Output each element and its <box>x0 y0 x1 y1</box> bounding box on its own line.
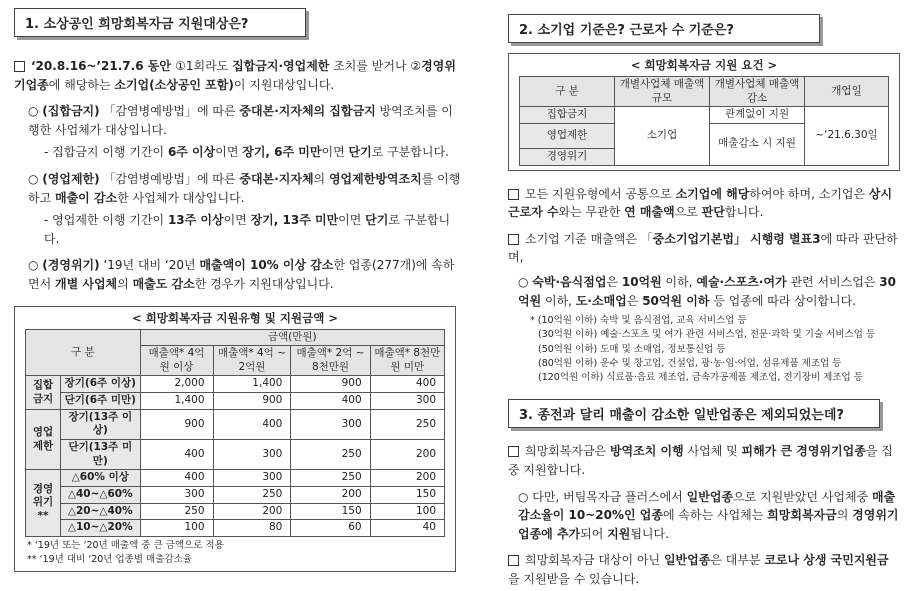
amount-cell: 300 <box>213 440 291 470</box>
text: 이하, <box>541 293 576 308</box>
amount-cell: 200 <box>213 503 291 520</box>
amount-cell: 200 <box>370 470 444 487</box>
req-header: 개별사업체 매출액 감소 <box>710 77 805 107</box>
row-label: 단기(13주 미만) <box>61 440 141 470</box>
row-label: △60% 이상 <box>61 470 141 487</box>
bold: 예술·스포츠·여가 <box>696 274 787 289</box>
text: 등 업종에 따라 상이합니다. <box>709 293 857 308</box>
restriction-sub-paragraph: - 영업제한 이행 기간이 13주 이상이면 장기, 13주 미만이면 단기로 구분합니다. <box>44 213 451 246</box>
bold: 경영위기업종에 추가 <box>518 508 899 541</box>
amount-cell: 250 <box>213 486 291 503</box>
bold: 개별 사업체 <box>55 276 118 291</box>
text: 이면 <box>338 213 366 228</box>
amount-cell: 300 <box>370 393 444 410</box>
col-header: 매출액* 8천만원 미만 <box>370 346 444 376</box>
row-label: 단기(6주 미만) <box>61 393 141 410</box>
text: 한 경우가 지원대상입니다. <box>194 276 334 291</box>
bold: 상시근로자 수 <box>508 186 893 220</box>
text: 이면 <box>215 145 243 160</box>
focus-paragraph <box>508 442 900 479</box>
right-column <box>508 0 900 589</box>
bold: 30억원 <box>518 274 896 308</box>
req-open-date-cell: ~‘21.6.30일 <box>805 107 889 165</box>
bold: 일반업종 <box>686 489 734 504</box>
group-label: 경영위기** <box>26 470 61 537</box>
general-industry-paragraph <box>508 551 900 588</box>
bold: 매출액이 10% 이상 감소 <box>199 258 334 273</box>
amount-cell: 900 <box>291 376 370 393</box>
bold: 단기 <box>348 145 372 160</box>
text: 됩니다. <box>630 526 669 541</box>
closure-bold: 중대본·지자체의 집합금지 <box>239 104 376 119</box>
text: 되어 <box>580 526 608 541</box>
support-amount-box <box>14 306 456 573</box>
square-bullet-icon <box>508 446 519 457</box>
col-header: 매출액* 4억원 이상 <box>140 346 213 376</box>
table-note-2: ** ‘19년 대비 ‘20년 업종별 매출감소율 <box>27 554 192 566</box>
text: 의 <box>117 276 133 291</box>
bold: 중소기업기본법」 시행령 별표3 <box>652 231 821 246</box>
intro-bold: 소기업(소상공인 포함) <box>114 77 234 92</box>
bold: 단기 <box>365 213 389 228</box>
amount-cell: 400 <box>140 470 213 487</box>
closure-sub-paragraph: - 집합금지 이행 기간이 6주 이상이면 장기, 6주 미만이면 단기로 구분합니다. <box>44 145 449 160</box>
req-row-label: 집합금지 <box>520 107 615 124</box>
text: 희망회복자금 대상이 아닌 <box>525 553 664 568</box>
industry-note: * (10억원 이하) 숙박 및 음식점업, 교육 서비스업 등 <box>530 315 747 327</box>
bold: 13주 이상 <box>167 213 224 228</box>
amount-cell: 200 <box>291 486 370 503</box>
amount-cell: 200 <box>370 440 444 470</box>
amount-cell: 300 <box>140 486 213 503</box>
closure-text: 「감염병예방법」에 따른 <box>99 104 240 119</box>
req-row-label: 영업제한 <box>520 123 615 148</box>
req-size-cell: 소기업 <box>615 107 710 165</box>
text: 로 구분합니다. <box>371 145 449 160</box>
row-label: 장기(6주 이상) <box>61 376 141 393</box>
intro-text: ①1회라도 <box>175 59 233 73</box>
text: 은 <box>606 274 622 289</box>
req-header: 개별사업체 매출액 규모 <box>615 77 710 107</box>
amount-cell: 2,000 <box>140 376 213 393</box>
row-label: △10~△20% <box>61 520 141 537</box>
req-row-label: 경영위기 <box>520 148 615 165</box>
section1-title: 1. 소상공인 희망회복자금 지원대상은? <box>14 8 306 37</box>
amount-cell: 250 <box>291 440 370 470</box>
bold: 희망회복자금 <box>767 508 837 523</box>
req-header: 구 분 <box>520 77 615 107</box>
restriction-head: (영업제한) <box>42 171 100 186</box>
text: 「감염병예방법」에 따른 <box>99 171 240 186</box>
bold: 코로나 상생 국민지원금 <box>764 553 889 568</box>
amount-cell: 1,400 <box>213 376 291 393</box>
industry-note: (30억원 이하) 예술·스포츠 및 여가 관련 서비스업, 전문·과학 및 기술 서비스업 등 <box>538 329 876 341</box>
text: 으로 <box>674 205 702 220</box>
text: 영업제한 이행 기간이 <box>52 213 168 228</box>
crisis-head: (경영위기) <box>42 258 100 273</box>
industry-note: (50억원 이하) 도매 및 소매업, 정보통신업 등 <box>538 343 726 355</box>
industry-limits-paragraph: ○ 숙박·음식점업은 10억원 이하, 예술·스포츠·여가 관련 서비스업은 30억원 이하, 도·소매업은 50억원 이하 등 업종에 따라 상이합니다. <box>518 274 896 308</box>
text: 합니다. <box>724 205 764 220</box>
requirements-caption: < 희망회복자금 지원 요건 > <box>630 58 778 72</box>
text: 한 사업체가 대상입니다. <box>117 190 245 205</box>
text: 의 <box>836 508 853 523</box>
table-row <box>26 409 445 439</box>
support-amount-table <box>25 329 445 537</box>
restriction-paragraph: ○ (영업제한) 「감염병예방법」에 따른 중대본·지자체의 영업제한방역조치를 이행하고 매출이 감소한 사업체가 대상입니다. <box>28 171 461 205</box>
bold: 도·소매업 <box>575 293 627 308</box>
text: 집합금지 이행 기간이 <box>52 145 168 160</box>
text: 다만, 버팀목자금 플러스에서 <box>532 489 687 504</box>
req-header: 개업일 <box>805 77 889 107</box>
crisis-paragraph: ○ (경영위기) ‘19년 대비 ‘20년 매출액이 10% 이상 감소한 업종(277개)에 속하면서 개별 사업체의 매출도 감소한 경우가 지원대상입니다. <box>28 258 455 291</box>
bold: 6주 이상 <box>167 145 216 160</box>
intro-bold: 경영위기업종 <box>14 59 456 92</box>
text: 에 따라 판단하며, <box>508 231 898 265</box>
row-label: 장기(13주 이상) <box>61 409 141 439</box>
bold: 중대본·지자체 <box>239 171 314 186</box>
type-header: 구 분 <box>26 329 141 376</box>
amount-cell: 150 <box>370 486 444 503</box>
text: ‘19년 대비 ‘20년 <box>99 258 200 273</box>
amount-cell: 100 <box>140 520 213 537</box>
text: 은 대부분 <box>710 553 765 568</box>
text: 소기업 기준 매출액은 「 <box>525 231 653 246</box>
group-label: 집합금지 <box>26 376 61 409</box>
text: 은 <box>626 293 643 308</box>
small-business-paragraph <box>508 185 900 222</box>
amount-cell: 900 <box>213 393 291 410</box>
text: 와는 무관한 <box>558 205 625 220</box>
amount-cell: 400 <box>213 409 291 439</box>
requirements-box <box>508 53 900 171</box>
text: 모든 지원유형에서 공통으로 <box>525 186 676 201</box>
amount-cell: 250 <box>370 409 444 439</box>
amount-cell: 250 <box>140 503 213 520</box>
bold: 방역조치 이행 <box>609 444 684 459</box>
bold: 숙박·음식점업 <box>532 274 607 289</box>
amount-cell: 300 <box>213 470 291 487</box>
text: 를 이행하고 <box>28 171 461 205</box>
row-label: △40~△60% <box>61 486 141 503</box>
square-bullet-icon <box>508 189 519 200</box>
amount-cell: 40 <box>370 520 444 537</box>
bold: 매출도 감소 <box>132 276 195 291</box>
square-bullet-icon <box>508 234 519 245</box>
bold: 판단 <box>701 205 725 220</box>
amount-header: 금액(만원) <box>140 329 444 346</box>
amount-cell: 80 <box>213 520 291 537</box>
table-note-1: * ‘19년 또는 ‘20년 매출액 중 큰 금액으로 적용 <box>27 539 224 551</box>
intro-paragraph <box>14 57 464 94</box>
intro-text: 이 지원대상입니다. <box>233 77 335 92</box>
text: 이하, <box>661 274 697 289</box>
text: 한 업종(277개)에 속하면서 <box>28 258 455 291</box>
amount-cell: 900 <box>140 409 213 439</box>
col-header: 매출액* 2억 ~ 8천만원 <box>291 346 370 376</box>
support-table-caption: < 희망회복자금 지원유형 및 지원금액 > <box>132 310 338 325</box>
req-decline-cell: 매출감소 시 지원 <box>710 123 805 165</box>
amount-cell: 400 <box>140 440 213 470</box>
text: 이면 <box>223 213 251 228</box>
amount-cell: 400 <box>291 393 370 410</box>
req-decline-cell: 관계없이 지원 <box>710 107 805 124</box>
bold: 매출감소율이 10~20%인 업종 <box>518 489 896 523</box>
amount-cell: 60 <box>291 520 370 537</box>
text: 의 <box>313 171 329 186</box>
industry-note: (80억원 이하) 운수 및 창고업, 건설업, 광·농·임·어업, 섬유제품 제조업 등 <box>538 357 842 369</box>
closure-text: 방역조치를 이행한 사업체가 대상입니다. <box>28 104 453 137</box>
amount-cell: 400 <box>370 376 444 393</box>
table-row <box>26 393 445 410</box>
group-label: 영업제한 <box>26 409 61 470</box>
bold: 소기업에 해당 <box>675 186 750 201</box>
amount-cell: 250 <box>291 470 370 487</box>
bold: 연 매출액 <box>624 205 675 220</box>
period-text: ‘20.8.16~’21.7.6 동안 <box>31 59 176 73</box>
square-bullet-icon <box>508 555 519 566</box>
amount-cell: 150 <box>291 503 370 520</box>
col-header: 매출액* 4억 ~ 2억원 <box>213 346 291 376</box>
closure-head: (집합금지) <box>42 104 100 119</box>
bold: 장기, 6주 미만 <box>242 145 322 160</box>
intro-text: 에 해당하는 <box>48 77 115 92</box>
closure-paragraph: ○ (집합금지) 「감염병예방법」에 따른 중대본·지자체의 집합금지 방역조치를 이행한 사업체가 대상입니다. <box>28 104 453 137</box>
amount-cell: 1,400 <box>140 393 213 410</box>
text: 을 집중 지원합니다. <box>508 444 893 477</box>
text: 로 구분합니다. <box>44 213 451 246</box>
exception-paragraph: ○ 다만, 버팀목자금 플러스에서 일반업종으로 지원받았던 사업체중 매출감소율이 10~20%인 업종에 속하는 사업체는 희망회복자금의 경영위기업종에 추가되어 지원됩니다. <box>518 489 899 541</box>
section2-title: 2. 소기업 기준은? 근로자 수 기준은? <box>508 14 820 43</box>
text: 을 지원받을 수 있습니다. <box>508 571 640 586</box>
table-row <box>26 503 445 520</box>
square-bullet-icon <box>14 61 25 72</box>
bold: 영업제한방역조치 <box>328 171 422 186</box>
row-label: △20~△40% <box>61 503 141 520</box>
amount-cell: 300 <box>291 409 370 439</box>
intro-bold: 집합금지·영업제한 <box>232 59 330 73</box>
bold: 매출이 감소 <box>55 190 118 205</box>
left-column <box>14 0 464 572</box>
table-row <box>26 520 445 537</box>
intro-text: 조치를 받거나 ② <box>329 59 422 73</box>
industry-notes <box>508 314 900 385</box>
table-row <box>26 486 445 503</box>
sales-criteria-paragraph <box>508 230 900 267</box>
text: 에 속하는 사업체는 <box>662 508 768 523</box>
text: 하여야 하며, 소기업은 <box>749 186 869 201</box>
text: 으로 지원받았던 사업체중 <box>733 489 873 504</box>
section3-title: 3. 종전과 달리 매출이 감소한 일반업종은 제외되었는데? <box>508 399 880 428</box>
industry-note: (120억원 이하) 식료품·음료 제조업, 금속가공제품 제조업, 전기장비 제조업 등 <box>538 372 863 384</box>
text: 이면 <box>321 145 349 160</box>
bold: 50억원 이하 <box>642 293 710 308</box>
table-row <box>26 470 445 487</box>
bold: 지원 <box>607 526 631 541</box>
table-row <box>26 440 445 470</box>
text: 희망회복자금은 <box>525 444 610 459</box>
bold: 피해가 큰 경영위기업종 <box>741 444 866 459</box>
text: 사업체 및 <box>683 444 742 459</box>
requirements-table <box>519 76 889 166</box>
bold: 10억원 <box>621 274 662 289</box>
table-row <box>26 376 445 393</box>
amount-cell: 100 <box>370 503 444 520</box>
bold: 장기, 13주 미만 <box>250 213 339 228</box>
bold: 일반업종 <box>663 553 711 568</box>
text: 관련 서비스업은 <box>786 274 880 289</box>
